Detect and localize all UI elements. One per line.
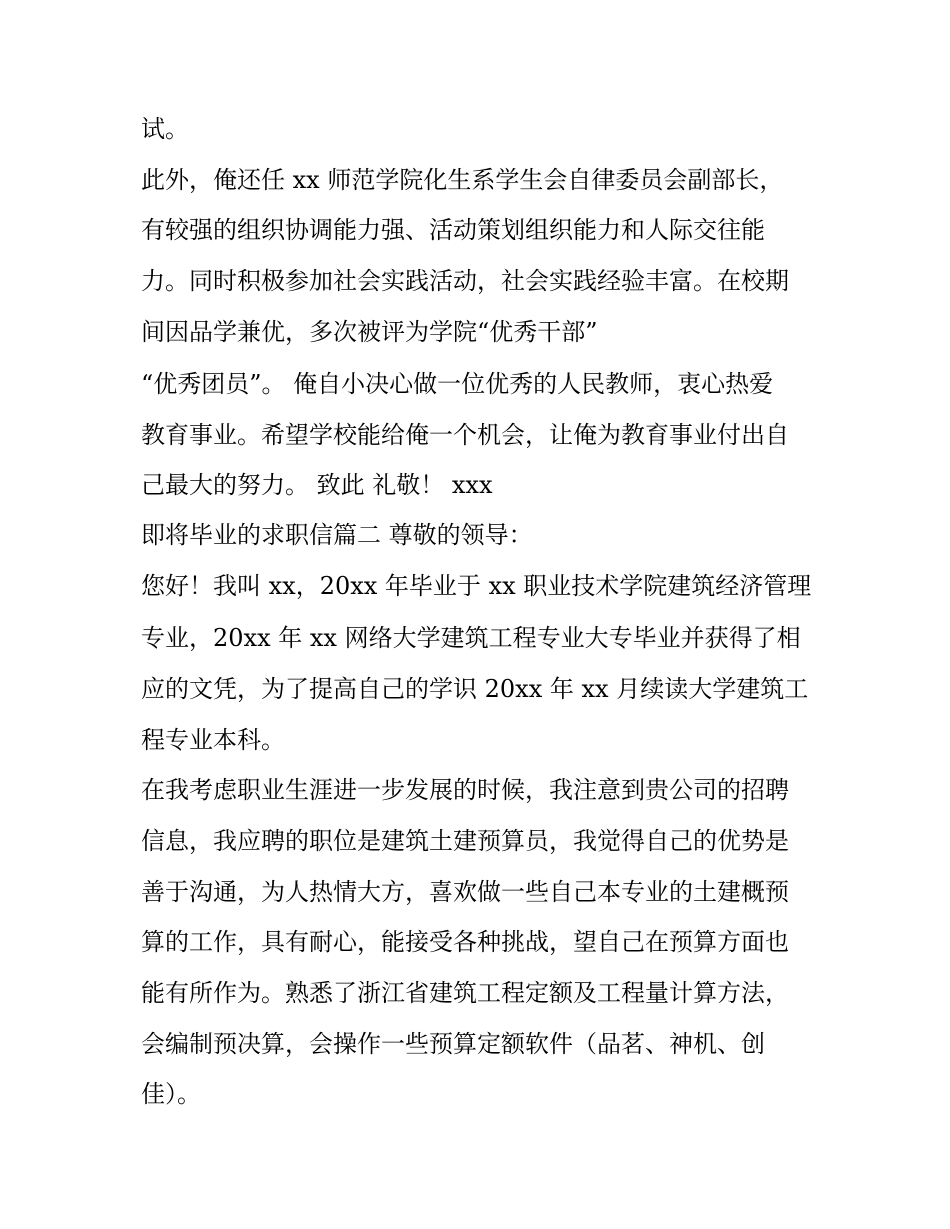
text-line: 试。 — [141, 115, 189, 143]
text-line: 即将毕业的求职信篇二 尊敬的领导： — [141, 521, 533, 549]
text-line: 佳）。 — [141, 1080, 201, 1108]
text-line: 信息，我应聘的职位是建筑土建预算员，我觉得自己的优势是 — [141, 827, 789, 855]
text-line: 己最大的努力。 致此 礼敬！ xxx — [141, 471, 493, 499]
text-line: 有较强的组织协调能力强、活动策划组织能力和人际交往能 — [141, 216, 765, 244]
text-line: “优秀团员”。 俺自小决心做一位优秀的人民教师，衷心热爱 — [141, 370, 774, 398]
text-line: 力。同时积极参加社会实践活动，社会实践经验丰富。在校期 — [141, 267, 789, 295]
text-line: 应的文凭，为了提高自己的学识 20xx 年 xx 月续读大学建筑工 — [141, 675, 809, 703]
text-line: 教育事业。希望学校能给俺一个机会，让俺为教育事业付出自 — [141, 421, 789, 449]
text-line: 程专业本科。 — [141, 726, 285, 754]
text-line: 能有所作为。熟悉了浙江省建筑工程定额及工程量计算方法， — [141, 979, 789, 1007]
text-line: 在我考虑职业生涯进一步发展的时候，我注意到贵公司的招聘 — [141, 776, 789, 804]
text-line: 会编制预决算，会操作一些预算定额软件（品茗、神机、创 — [141, 1030, 765, 1058]
text-line: 算的工作，具有耐心，能接受各种挑战，望自己在预算方面也 — [141, 928, 789, 956]
text-line: 专业，20xx 年 xx 网络大学建筑工程专业大专毕业并获得了相 — [141, 624, 801, 652]
text-line: 您好！我叫 xx，20xx 年毕业于 xx 职业技术学院建筑经济管理 — [141, 572, 812, 600]
text-line: 间因品学兼优，多次被评为学院“优秀干部” — [141, 318, 598, 346]
text-line: 此外，俺还任 xx 师范学院化生系学生会自律委员会副部长， — [141, 166, 784, 194]
text-line: 善于沟通，为人热情大方，喜欢做一些自己本专业的土建概预 — [141, 878, 789, 906]
